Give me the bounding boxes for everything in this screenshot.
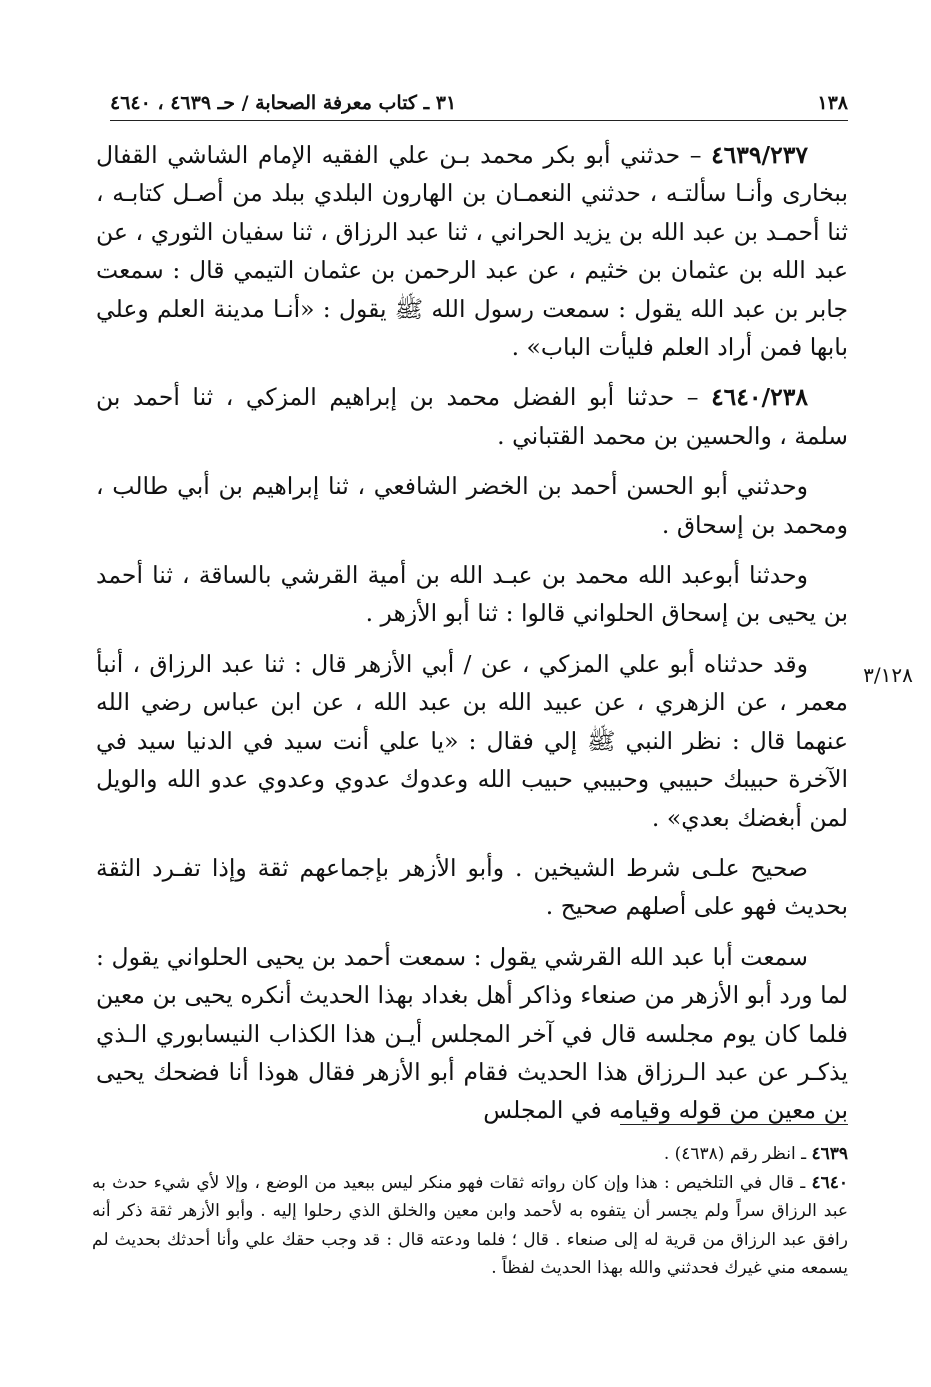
running-title: ٣١ ـ كتاب معرفة الصحابة / حـ ٤٦٣٩ ، ٤٦٤٠: [110, 92, 457, 114]
paragraph-text: وقد حدثناه أبو علي المزكي ، عن / أبي الأزهر قال : ثنا عبد الرزاق ، أنبأ معمر ، عن الزهري ، عن عبيد الله بن عبد الله ، عن ابن عباس رضي الله عنهما قال : نظر النبي ﷺ إلي فقال : «يا علي أنت سيد في الدنيا سيد في الآخرة حبيبك حبيبي وحبيبي حبيب الله وعدوك عدوي وعدوي عدو الله والويل لمن أبغضك بعدي» .: [96, 649, 848, 832]
footnote-text: ـ قال في التلخيص : هذا وإن كان رواته ثقات فهو منكر ليس ببعيد من الوضع ، وإلا لأي شيء حدث به عبد الرزاق سراً ولم يجسر أن يتفوه به لأحمد وابن معين والخلق الذي رحلوا إليه . وأبو الأزهر ثقة ذكر أنه رافق عبد الرزاق من قرية له إلى صنعاء . قال ؛ فلما ودعته قال : قد وجب حقك علي وأنا أحدثك بحديث لم يسمعه مني غيرك فحدثني والله بهذا الحديث لفظاً .: [92, 1172, 848, 1278]
paragraph-text: صحيح علـى شرط الشيخين . وأبو الأزهر بإجماعهم ثقة وإذا تفـرد الثقة بحديث فهو على أصلهم صحيح .: [96, 853, 848, 921]
hadith-number: ٤٦٤٠/٢٣٨: [711, 383, 808, 412]
page-number: ١٣٨: [817, 92, 848, 114]
page-header: [110, 86, 848, 121]
isnad-paragraph: [96, 467, 848, 544]
footnote: [92, 1140, 848, 1169]
paragraph-text: سمعت أبا عبد الله القرشي يقول : سمعت أحمد بن يحيى الحلواني يقول : لما ورد أبو الأزهر من صنعاء وذاكر أهل بغداد بهذا الحديث أنكره يحيى بن معين فلما كان يوم مجلسه قال في آخر المجلس أيـن هذا الكذاب النيسابوري الـذي يذكـر عن عبد الـرزاق هذا الحديث فقام أبو الأزهر فقال هوذا أنا فضحك يحيى بن معين من قوله وقيامه في المجلس: [96, 942, 848, 1125]
footnote: [92, 1169, 848, 1283]
paragraph-text: وحدثني أبو الحسن أحمد بن الخضر الشافعي ، ثنا إبراهيم بن أبي طالب ، ومحمد بن إسحاق .: [96, 472, 848, 539]
margin-volume-page-reference: ٣/١٢٨: [863, 663, 913, 687]
hadith-number: ٤٦٣٩/٢٣٧: [711, 141, 808, 169]
footnotes: [92, 1140, 848, 1283]
paragraph-text: – حدثني أبو بكر محمد بـن علي الفقيه الإمام الشاشي القفال ببخارى وأنـا سألتـه ، حدثني النعمـان بن الهارون البلدي ببلد من أصـل كتابـه ، ثنا أحمـد بن عبد الله بن يزيد الحراني ، ثنا عبد الرزاق ، ثنا سفيان الثوري ، عن عبد الله بن عثمان بن خثيم ، عن عبد الرحمن بن عثمان التيمي قال : سمعت جابر بن عبد الله يقول : سمعت رسول الله ﷺ يقول : «أنـا مدينة العلم وعلي بابها فمن أراد العلم فليأت الباب» .: [96, 141, 848, 362]
footnote-number: ٤٦٤٠: [811, 1172, 848, 1193]
hadith-paragraph: [96, 136, 848, 366]
hadith-text-paragraph: [96, 645, 848, 837]
main-text: [96, 136, 848, 1142]
commentary-paragraph: [96, 938, 848, 1130]
hadith-paragraph: [96, 378, 848, 455]
paragraph-text: – حدثنا أبو الفضل محمد بن إبراهيم المزكي ، ثنا أحمد بن سلمة ، والحسين بن محمد القتباني .: [96, 383, 848, 450]
footnote-number: ٤٦٣٩: [811, 1144, 848, 1164]
footnote-text: ـ انظر رقم (٤٦٣٨) .: [663, 1144, 812, 1164]
paragraph-text: وحدثنا أبوعبد الله محمد بن عبـد الله بن أمية القرشي بالساقة ، ثنا أحمد بن يحيى بن إسحاق الحلواني قالوا : ثنا أبو الأزهر .: [96, 561, 848, 628]
grading-paragraph: [96, 849, 848, 926]
footnote-separator: [620, 1124, 848, 1125]
isnad-paragraph: [96, 556, 848, 633]
